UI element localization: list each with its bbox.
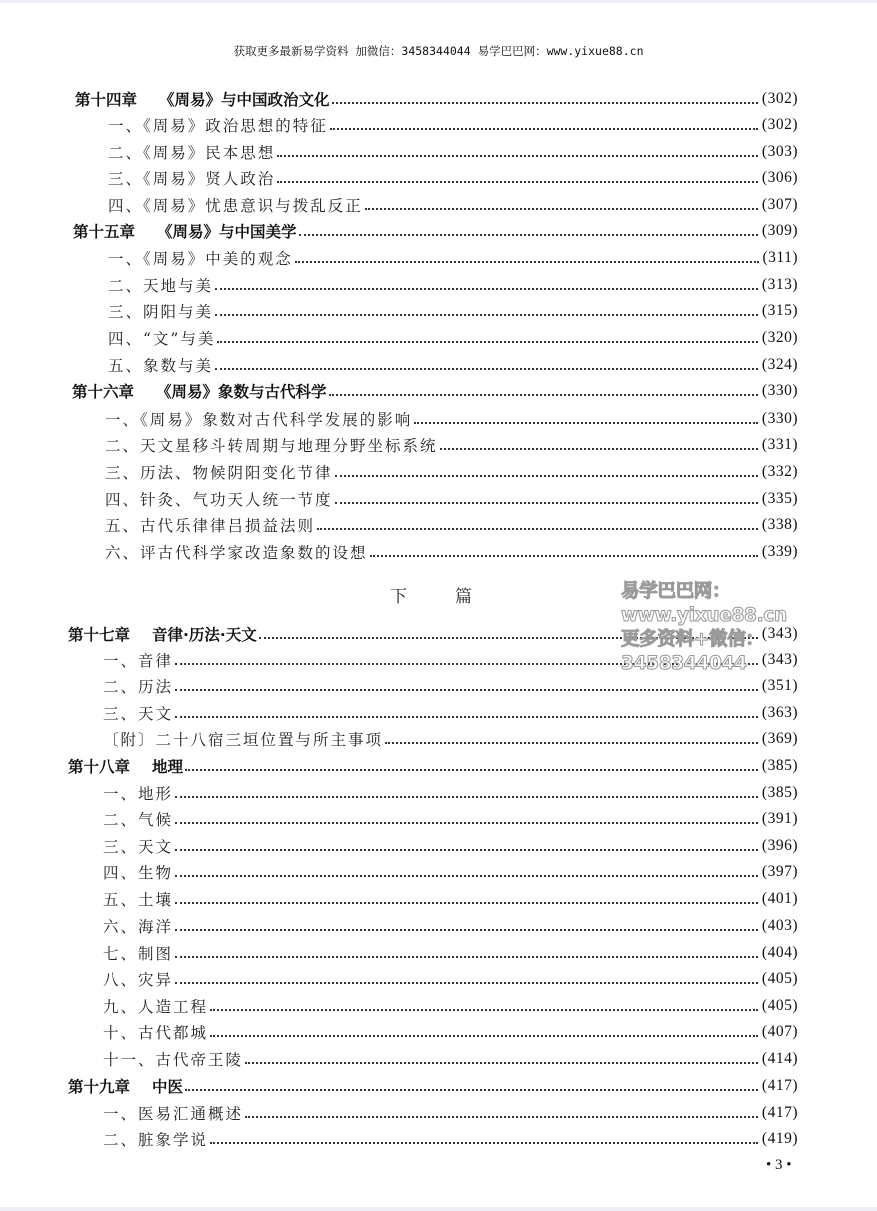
toc-page-number: (330)	[761, 410, 798, 427]
toc-page-number: (343)	[761, 625, 798, 642]
toc-section-row	[108, 245, 798, 271]
chapter-title: 《周易》象数与古代科学	[156, 383, 327, 401]
toc-page-number: (363)	[761, 704, 798, 721]
toc-section-row	[108, 165, 798, 191]
toc-entry-title: 一、《周易》中美的观念	[108, 250, 293, 268]
toc-page-number: (385)	[761, 784, 798, 801]
dot-leader	[175, 795, 758, 798]
dot-leader	[335, 501, 758, 504]
toc-page-number: (330)	[761, 382, 798, 399]
toc-chapter-row	[68, 1073, 798, 1099]
toc-entry-title: 一、《周易》政治思想的特征	[108, 117, 328, 135]
toc-section-row	[103, 1046, 798, 1072]
dot-leader	[175, 821, 758, 824]
toc-entry-title: 八、灾异	[103, 971, 174, 989]
dot-leader	[215, 313, 758, 316]
toc-section-row	[105, 406, 798, 432]
dot-leader	[175, 874, 758, 877]
toc-section-row	[105, 486, 798, 512]
toc-entry-title: 二、天地与美	[108, 277, 214, 295]
dot-leader	[175, 715, 758, 718]
chapter-title: 《周易》与中国美学	[157, 223, 297, 241]
toc-page-number: (405)	[761, 970, 798, 987]
dot-leader	[277, 154, 758, 157]
dot-leader	[175, 955, 758, 958]
toc-section-row	[103, 673, 798, 699]
chapter-title: 中医	[152, 1078, 184, 1096]
watermark-line-2: 更多资料+微信：3458344044	[621, 629, 764, 674]
toc-entry-title: 一、地形	[103, 785, 174, 803]
dot-leader	[245, 1061, 758, 1064]
toc-page-number: (306)	[761, 169, 798, 186]
chapter-number: 第十九章	[68, 1078, 131, 1096]
toc-section-row	[105, 459, 798, 485]
toc-entry-title: 二、《周易》民本思想	[108, 144, 276, 162]
dot-leader	[175, 848, 758, 851]
toc-entry-title: 七、制图	[103, 945, 174, 963]
toc-page-number: (419)	[761, 1130, 798, 1147]
toc-entry-title: 四、《周易》忧患意识与拨乱反正	[108, 197, 363, 215]
chapter-number: 第十五章	[73, 223, 136, 241]
toc-page-number: (331)	[761, 436, 798, 453]
toc-section-row	[108, 352, 798, 378]
dot-leader	[414, 421, 758, 424]
chapter-number: 第十四章	[75, 91, 138, 109]
toc-entry-title: 五、古代乐律律吕损益法则	[105, 517, 316, 535]
header-note: 获取更多最新易学资料 加微信：3458344044 易学巴巴网：www.yixue88.cn	[233, 44, 644, 58]
toc-section-row	[103, 1019, 798, 1045]
toc-entry-title: 二、气候	[103, 811, 174, 829]
toc-page-number: (369)	[761, 730, 798, 747]
toc-entry-title: 四、生物	[103, 864, 174, 882]
page-number: • 3 •	[766, 1157, 792, 1173]
toc-section-row	[103, 966, 798, 992]
toc-page-number: (303)	[761, 143, 798, 160]
toc-section-row	[105, 539, 798, 565]
toc-section-row	[108, 192, 798, 218]
toc-section-row	[108, 139, 798, 165]
dot-leader	[185, 768, 758, 771]
toc-section-row	[103, 859, 798, 885]
toc-page-number: (396)	[761, 837, 798, 854]
part-title: 下篇	[390, 587, 520, 607]
toc-section-row	[103, 886, 798, 912]
toc-page-number: (335)	[761, 490, 798, 507]
toc-entry-title	[75, 88, 330, 110]
toc-entry-title: 一、医易汇通概述	[103, 1105, 244, 1123]
chapter-number: 第十七章	[68, 626, 131, 644]
toc-section-row	[103, 780, 798, 806]
dot-leader	[210, 1008, 758, 1011]
toc-entry-title: 五、象数与美	[108, 357, 214, 375]
toc-entry-title: 三、天文	[103, 838, 174, 856]
dot-leader	[215, 367, 758, 370]
toc-entry-title	[68, 1075, 183, 1097]
watermark	[621, 580, 877, 676]
page-bottom-edge	[0, 1207, 877, 1211]
chapter-number: 第十六章	[72, 383, 135, 401]
toc-entry-title: 六、海洋	[103, 918, 174, 936]
toc-entry-title: 十一、古代帝王陵	[103, 1051, 244, 1069]
dot-leader	[295, 260, 759, 263]
dot-leader	[330, 127, 758, 130]
toc-page-number: (302)	[761, 116, 798, 133]
toc-entry-title: 六、评古代科学家改造象数的设想	[105, 544, 368, 562]
toc-page-number: (309)	[761, 222, 798, 239]
toc-section-row	[103, 806, 798, 832]
toc-entry-title: 二、历法	[103, 678, 174, 696]
dot-leader	[217, 340, 758, 343]
toc-entry-title: 一、《周易》象数对古代科学发展的影响	[105, 411, 413, 429]
toc-chapter-row	[73, 218, 798, 244]
toc-section-row	[103, 833, 798, 859]
toc-entry-title: 十、古代都城	[103, 1024, 209, 1042]
toc-entry-title	[68, 755, 183, 777]
toc-entry-title: 一、音律	[103, 652, 174, 670]
toc-chapter-row	[75, 86, 798, 112]
toc-entry-title: 三、《周易》贤人政治	[108, 170, 276, 188]
toc-page-number: (313)	[761, 276, 798, 293]
dot-leader	[332, 101, 758, 104]
toc-entry-title: 二、天文星移斗转周期与地理分野坐标系统	[105, 437, 438, 455]
toc-page-number: (414)	[761, 1050, 798, 1067]
toc-page-number: (343)	[761, 651, 798, 668]
toc-page-number: (339)	[761, 543, 798, 560]
dot-leader	[365, 207, 758, 210]
toc-entry-title: 九、人造工程	[103, 998, 209, 1016]
chapter-number: 第十八章	[68, 758, 131, 776]
toc-page-number: (405)	[761, 997, 798, 1014]
dot-leader	[185, 1088, 758, 1091]
toc-page-number: (397)	[761, 863, 798, 880]
toc-page-number: (351)	[761, 677, 798, 694]
toc-page-number: (403)	[761, 917, 798, 934]
dot-leader	[175, 981, 758, 984]
toc-page-number: (307)	[761, 196, 798, 213]
dot-leader	[245, 1115, 758, 1118]
toc-page-number: (324)	[761, 356, 798, 373]
dot-leader	[175, 901, 758, 904]
toc-section-row	[108, 325, 798, 351]
toc-page-number: (417)	[761, 1077, 798, 1094]
watermark-line-1: 易学巴巴网：www.yixue88.cn	[621, 581, 787, 626]
toc-page-number: (302)	[761, 90, 798, 107]
dot-leader	[299, 233, 758, 236]
dot-leader	[175, 928, 758, 931]
toc-entry-title	[72, 380, 327, 402]
toc-section-row	[108, 112, 798, 138]
toc-page-number: (320)	[761, 329, 798, 346]
chapter-title: 《周易》与中国政治文化	[159, 91, 330, 109]
toc-section-row	[105, 432, 798, 458]
toc-entry-title	[68, 623, 257, 645]
toc-page-number: (315)	[761, 302, 798, 319]
dot-leader	[440, 447, 758, 450]
toc-entry-title: 五、土壤	[103, 891, 174, 909]
toc-section-row	[103, 993, 798, 1019]
toc-entry-title	[73, 220, 297, 242]
toc-section-row	[103, 700, 798, 726]
dot-leader	[385, 741, 758, 744]
toc-section-row	[108, 298, 798, 324]
dot-leader	[335, 474, 758, 477]
toc-chapter-row	[72, 378, 798, 404]
dot-leader	[175, 688, 758, 691]
chapter-title: 地理	[152, 758, 184, 776]
toc-section-row	[103, 1100, 798, 1126]
toc-page-number: (391)	[761, 810, 798, 827]
toc-section-row	[103, 1126, 798, 1152]
toc-entry-title: 三、阴阳与美	[108, 303, 214, 321]
dot-leader	[317, 527, 758, 530]
dot-leader	[329, 393, 758, 396]
chapter-title: 音律·历法·天文	[152, 626, 257, 644]
dot-leader	[277, 180, 758, 183]
toc-page-number: (417)	[761, 1104, 798, 1121]
page-top-edge	[0, 0, 877, 3]
toc-page-number: (407)	[761, 1023, 798, 1040]
toc-chapter-row	[68, 753, 798, 779]
toc-entry-title: 三、历法、物候阴阳变化节律	[105, 464, 333, 482]
toc-page-number: (338)	[761, 516, 798, 533]
toc-entry-title: 四、“文”与美	[108, 330, 216, 348]
toc-page-number: (385)	[761, 757, 798, 774]
dot-leader	[210, 1034, 758, 1037]
toc-section-row	[103, 726, 798, 752]
toc-section-row	[103, 940, 798, 966]
toc-entry-title: 二、脏象学说	[103, 1131, 209, 1149]
dot-leader	[215, 287, 758, 290]
toc-section-row	[105, 512, 798, 538]
toc-entry-title: 三、天文	[103, 705, 174, 723]
dot-leader	[210, 1141, 758, 1144]
toc-section-row	[108, 272, 798, 298]
toc-entry-title: 〔附〕二十八宿三垣位置与所主事项	[103, 731, 384, 749]
toc-page-number: (311)	[762, 249, 798, 266]
toc-section-row	[103, 913, 798, 939]
toc-entry-title: 四、针灸、气功天人统一节度	[105, 491, 333, 509]
dot-leader	[370, 554, 758, 557]
toc-page-number: (332)	[761, 463, 798, 480]
toc-page-number: (401)	[761, 890, 798, 907]
toc-page-number: (404)	[761, 944, 798, 961]
